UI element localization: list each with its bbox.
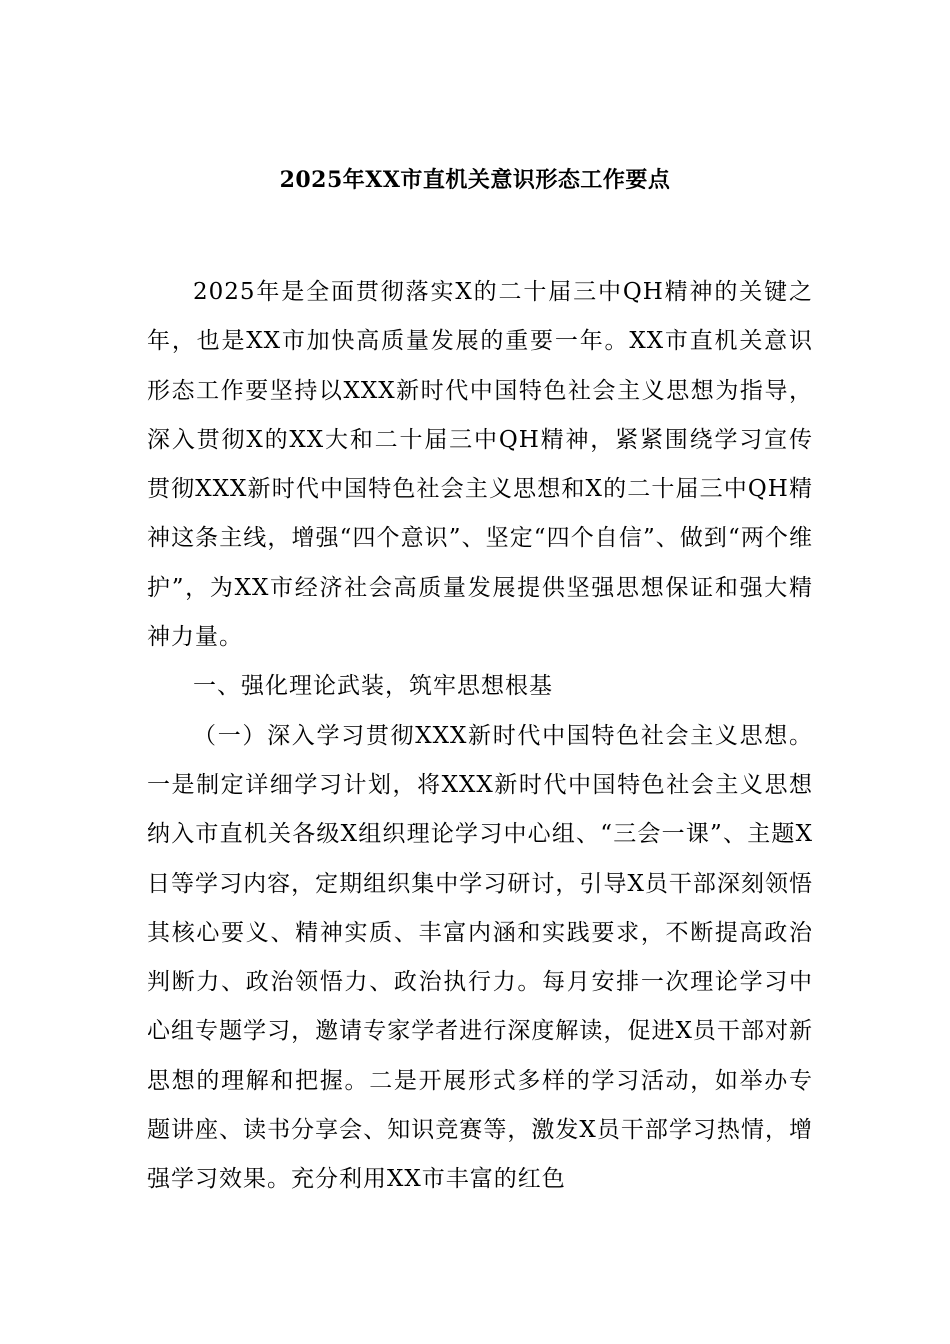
document-body [147, 268, 813, 1205]
subsection-paragraph: （一）深入学习贯彻XXX新时代中国特色社会主义思想。一是制定详细学习计划，将XXX新时代中国特色社会主义思想纳入市直机关各级X组织理论学习中心组、“三会一课”、主题X日等学习内容，定期组织集中学习研讨，引导X员干部深刻领悟其核心要义、精神实质、丰富内涵和实践要求，不断提高政治判断力、政治领悟力、政治执行力。每月安排一次理论学习中心组专题学习，邀请专家学者进行深度解读，促进X员干部对新思想的理解和把握。二是开展形式多样的学习活动，如举办专题讲座、读书分享会、知识竞赛等，激发X员干部学习热情，增强学习效果。充分利用XX市丰富的红色 [147, 722, 813, 1193]
section-heading: 一、强化理论武装，筑牢思想根基 [193, 673, 553, 700]
intro-paragraph: 2025年是全面贯彻落实X的二十届三中QH精神的关键之年，也是XX市加快高质量发展的重要一年。XX市直机关意识形态工作要坚持以XXX新时代中国特色社会主义思想为指导，深入贯彻X的XX大和二十届三中QH精神，紧紧围绕学习宣传贯彻XXX新时代中国特色社会主义思想和X的二十届三中QH精神这条主线，增强“四个意识”、坚定“四个自信”、做到“两个维护”，为XX市经济社会高质量发展提供坚强思想保证和强大精神力量。 [147, 279, 813, 651]
document-title: 2025年XX市直机关意识形态工作要点 [279, 167, 671, 193]
